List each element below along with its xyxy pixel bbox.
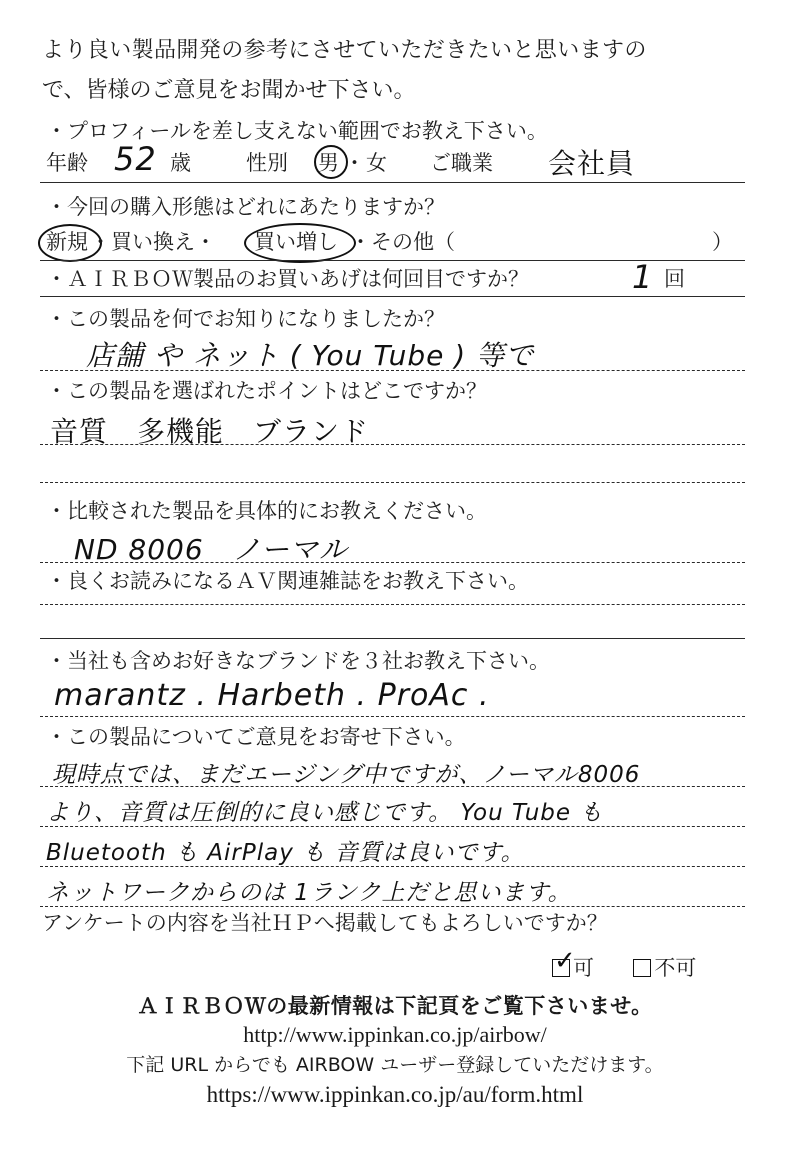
- purchase-question: ・今回の購入形態はどれにあたりますか？: [46, 195, 445, 219]
- opinion-rule-1: [40, 786, 745, 787]
- gender-label: 性別: [246, 151, 288, 175]
- times-question: ・ＡＩＲＢＯＷ製品のお買いあげは何回目ですか？: [46, 267, 529, 291]
- consent-question: アンケートの内容を当社ＨＰへ掲載してもよろしいですか？: [42, 911, 608, 935]
- point-rule-1: [40, 444, 745, 445]
- consent-yes-label: 可: [573, 956, 594, 980]
- opinion-rule-2: [40, 826, 745, 827]
- footer-line-1: ＡＩＲＢＯＷの最新情報は下記頁をご覧下さいませ。: [137, 994, 653, 1018]
- opinion-line-1: 現時点では、まだエージング中ですが、ノーマル8006: [52, 762, 641, 788]
- brands-answer: marantz . Harbeth . ProAc .: [54, 678, 490, 713]
- times-rule: [40, 296, 745, 297]
- age-value: 52: [114, 140, 157, 178]
- compare-question: ・比較された製品を具体的にお教えください。: [46, 499, 487, 523]
- profile-question: ・プロフィールを差し支えない範囲でお教え下さい。: [46, 119, 548, 143]
- source-question: ・この製品を何でお知りになりましたか？: [46, 307, 445, 331]
- purchase-new-option[interactable]: 新規: [46, 230, 88, 254]
- purchase-replace-option[interactable]: ・買い換え・: [90, 230, 216, 254]
- opinion-rule-4: [40, 906, 745, 907]
- age-unit: 歳: [170, 151, 191, 175]
- purchase-other-close: ）: [712, 230, 733, 254]
- age-label: 年齢: [46, 151, 88, 175]
- consent-options: [552, 946, 697, 982]
- point-rule-2: [40, 482, 745, 483]
- point-question: ・この製品を選ばれたポイントはどこですか？: [46, 379, 487, 403]
- times-value: 1: [632, 258, 654, 296]
- opinion-rule-3: [40, 866, 745, 867]
- source-rule: [40, 370, 745, 371]
- consent-no-label: 不可: [654, 956, 697, 980]
- consent-no-checkbox[interactable]: [633, 959, 651, 977]
- consent-yes-checkbox[interactable]: [552, 946, 576, 977]
- job-value: 会社員: [548, 147, 636, 180]
- gender-separator: ・: [344, 151, 365, 175]
- intro-line-1: より良い製品開発の参考にさせていただきたいと思いますの: [42, 38, 647, 63]
- footer-url-2[interactable]: https://www.ippinkan.co.jp/au/form.html: [206, 1082, 584, 1107]
- opinion-line-3: Bluetooth も AirPlay も 音質は良いです。: [46, 840, 525, 866]
- magazine-rule-1: [40, 604, 745, 605]
- gender-female-option[interactable]: 女: [366, 151, 387, 175]
- compare-rule: [40, 562, 745, 563]
- magazine-question: ・良くお読みになるＡＶ関連雑誌をお教え下さい。: [46, 569, 529, 593]
- brands-question: ・当社も含めお好きなブランドを３社お教え下さい。: [46, 649, 550, 673]
- opinion-line-2: より、音質は圧倒的に良い感じです。 You Tube も: [46, 800, 604, 826]
- footer-url-1[interactable]: http://www.ippinkan.co.jp/airbow/: [243, 1022, 547, 1047]
- purchase-other-option[interactable]: ・その他（: [350, 230, 455, 254]
- opinion-line-4: ネットワークからのは 1ランク上だと思います。: [46, 880, 572, 906]
- purchase-add-option[interactable]: 買い増し: [254, 230, 338, 254]
- profile-rule: [40, 182, 745, 183]
- opinion-question: ・この製品についてご意見をお寄せ下さい。: [46, 725, 466, 749]
- gender-male-option[interactable]: 男: [318, 151, 339, 175]
- check-mark-icon: ✓: [554, 946, 576, 976]
- brands-rule: [40, 716, 745, 717]
- footer-line-2: 下記 URL からでも AIRBOW ユーザー登録していただけます。: [126, 1054, 664, 1076]
- times-unit: 回: [664, 267, 685, 291]
- magazine-rule-2: [40, 638, 745, 639]
- job-label: ご職業: [430, 151, 493, 175]
- point-answer: 音質 多機能 ブランド: [50, 415, 370, 448]
- source-answer: 店舗 や ネット ( You Tube ) 等で: [86, 339, 535, 372]
- compare-answer: ND 8006 ノーマル: [74, 533, 348, 566]
- intro-line-2: で、皆様のご意見をお聞かせ下さい。: [42, 78, 416, 103]
